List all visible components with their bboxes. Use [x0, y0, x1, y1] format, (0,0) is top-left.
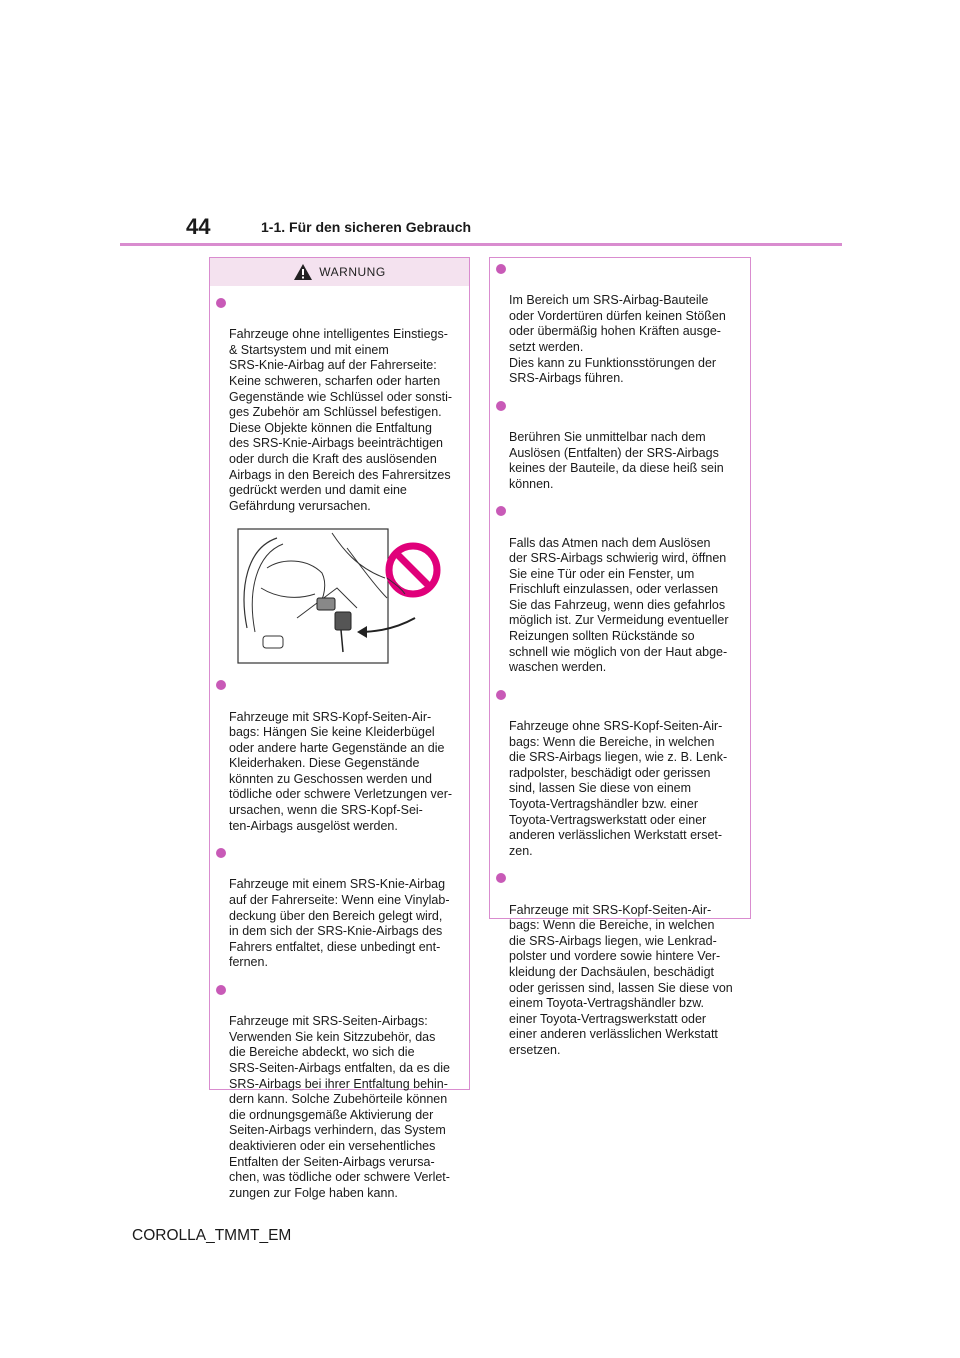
bullet-dot-icon: [496, 506, 506, 516]
list-item: [210, 846, 463, 971]
list-item: [490, 688, 744, 860]
bullet-dot-icon: [496, 873, 506, 883]
list-item-text: Fahrzeuge mit einem SRS-Knie-Airbag auf der Fahrerseite: Wenn eine Vinylab- deckung über den Bereich gelegt wird, in dem sich der SRS-Knie-Airbags des Fahrers entfaltet, diese unbedingt ent- fernen.: [229, 877, 450, 970]
list-item: [490, 871, 744, 1058]
header-divider: [120, 243, 842, 246]
bullet-dot-icon: [216, 680, 226, 690]
bullet-dot-icon: [216, 848, 226, 858]
warning-box-left: [209, 257, 470, 1200]
bullet-dot-icon: [496, 401, 506, 411]
list-item-text: Im Bereich um SRS-Airbag-Bauteile oder Vordertüren dürfen keinen Stößen oder übermäßig hohen Kräften ausge- setzt werden. Dies kann zu Funktionsstörungen der SRS-Airbags führen.: [509, 293, 726, 386]
list-item-text: Falls das Atmen nach dem Auslösen der SRS-Airbags schwierig wird, öffnen Sie eine Tür oder ein Fenster, um Frischluft einzulassen, oder verlassen Sie das Fahrzeug, wenn dies gefahrlos möglich ist. Zur Vermeidung eventueller Reizungen sollten Rückstände so schnell wie möglich von der Haut abge- waschen werden.: [509, 535, 729, 675]
document-code: COROLLA_TMMT_EM: [132, 1227, 292, 1244]
section-title: 1-1. Für den sicheren Gebrauch: [261, 219, 472, 235]
list-item-text: Fahrzeuge mit SRS-Kopf-Seiten-Air- bags: Hängen Sie keine Kleiderbügel oder andere harte Gegenstände an die Kleiderhaken. Diese Gegenstände könnten zu Geschossen werden und tödliche oder schwere Verletzungen ver- ursachen, wenn die SRS-Kopf-Sei- ten-Airbags ausgelöst werden.: [229, 709, 453, 833]
list-item: [210, 296, 463, 514]
bullet-dot-icon: [216, 298, 226, 308]
list-item: [210, 678, 463, 834]
list-item-text: Fahrzeuge mit SRS-Kopf-Seiten-Air- bags: Wenn die Bereiche, in welchen die SRS-Airbags liegen, wie Lenkrad- polster und vordere sowie hintere Ver- kleidung der Dachsäulen, beschädigt oder gerissen sind, lassen Sie diese von einem Toyota-Vertragshändler bzw. einer Toyota-Vertragswerkstatt oder einer anderen verlässlichen Werkstatt ersetzen.: [509, 902, 733, 1057]
list-item-text: Fahrzeuge mit SRS-Seiten-Airbags: Verwenden Sie kein Sitzzubehör, das die Bereiche abdeckt, wo sich die SRS-Seiten-Airbags entfalten, da es die SRS-Airbags bei ihrer Entfaltung behin- dern kann. Solche Zubehörteile können die ordnungsgemäße Aktivierung der Seiten-Airbags verhindern, das System deaktivieren oder ein versehentliches Entfalten der Seiten-Airbags verursa- chen, was tödliche oder schwere Verlet- zungen zur Folge haben kann.: [229, 1014, 450, 1200]
steering-knee-airbag-illustration: [237, 528, 443, 664]
list-item: [490, 262, 744, 387]
page-number: 44: [186, 214, 211, 239]
list-item: [210, 983, 463, 1201]
list-item-text: Berühren Sie unmittelbar nach dem Auslösen (Entfalten) der SRS-Airbags keines der Bauteile, da diese heiß sein können.: [509, 429, 724, 491]
list-item-text: Fahrzeuge ohne intelligentes Einstiegs- & Startsystem und mit einem SRS-Knie-Airbag auf der Fahrerseite: Keine schweren, scharfen oder harten Gegenstände wie Schlüssel oder sonsti- ges Zubehör am Schlüssel befestigen. Diese Objekte können die Entfaltung des SRS-Knie-Airbags beeinträchtigen oder durch die Kraft des auslösenden Airbags in den Bereich des Fahrersitzes gedrückt werden und damit eine Gefährdung verursachen.: [229, 327, 453, 513]
warning-label: WARNUNG: [319, 265, 386, 279]
list-item: [490, 399, 744, 493]
bullet-dot-icon: [496, 690, 506, 700]
list-item: [490, 504, 744, 676]
list-item-text: Fahrzeuge ohne SRS-Kopf-Seiten-Air- bags: Wenn die Bereiche, in welchen die SRS-Airbags liegen, wie z. B. Lenk- radpolster, beschädigt oder gerissen sind, lassen Sie diese von einem Toyota-Vertragshändler bzw. einer Toyota-Vertragswerkstatt oder einer anderen verlässlichen Werkstatt erset- zen.: [509, 719, 728, 858]
warning-box-right: [489, 257, 751, 1057]
warning-triangle-icon: [293, 263, 313, 281]
bullet-dot-icon: [216, 985, 226, 995]
warning-header: [210, 258, 469, 286]
bullet-dot-icon: [496, 264, 506, 274]
